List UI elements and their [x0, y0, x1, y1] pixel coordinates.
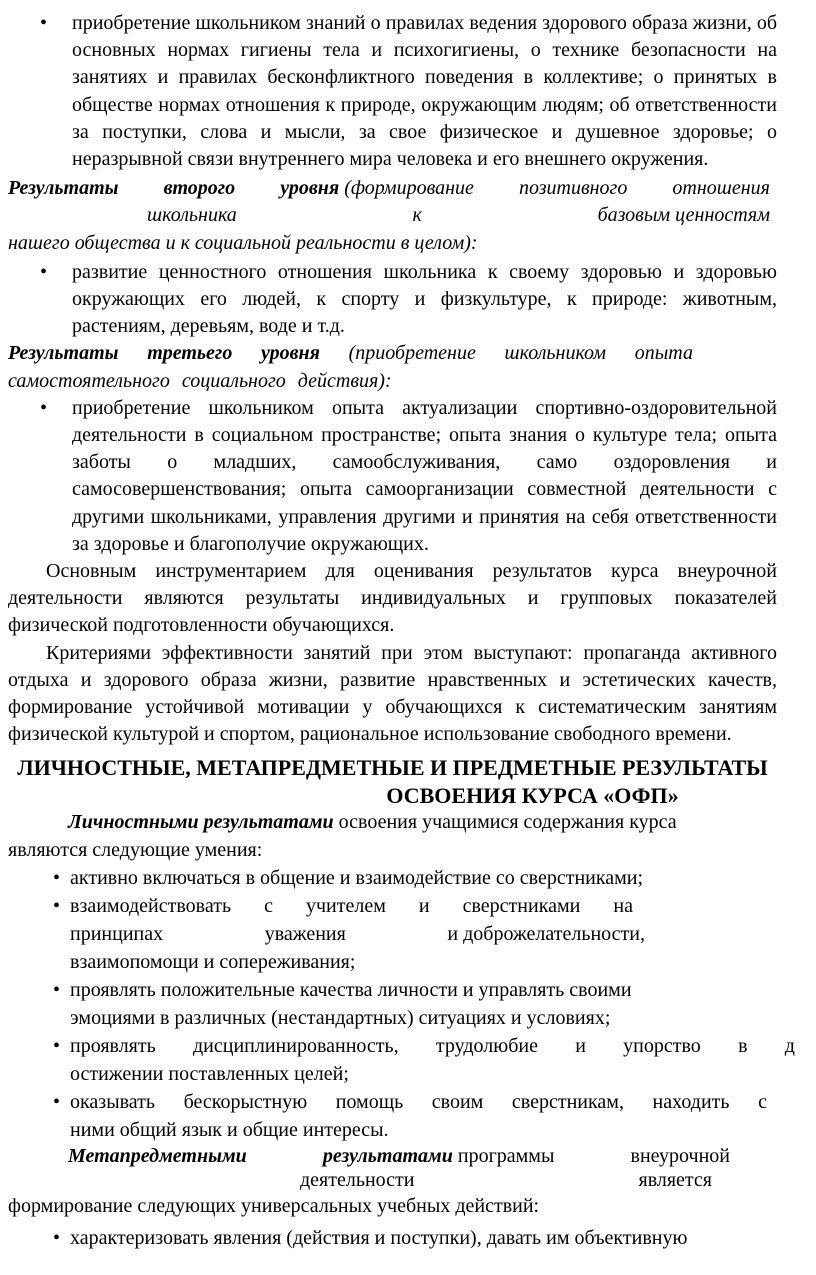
heading-word: третьего — [147, 342, 233, 365]
level3-list-item — [40, 395, 777, 558]
word: на — [613, 894, 633, 917]
word: внеурочной — [630, 1144, 730, 1167]
word: с — [264, 894, 273, 917]
skill-item-line: эмоциями в различных (нестандартных) ситуациях и условиях; — [70, 1006, 611, 1029]
intro-list-item — [40, 10, 777, 173]
word: упорство — [623, 1034, 701, 1057]
word: взаимодействовать — [70, 894, 232, 917]
results-level2-heading-line1 — [8, 175, 770, 202]
bullet-icon: • — [53, 978, 61, 1001]
results-level2-heading-line3: нашего общества и к социальной реальности в целом): — [8, 231, 478, 254]
heading-word: позитивного — [518, 177, 628, 200]
heading-word: уровня — [280, 177, 340, 200]
heading-word: уровня — [261, 342, 320, 365]
level3-list-item-text: приобретение школьником опыта актуализации спортивно-оздоровительной деятельности в социальном пространстве; опыта знания о культуре тела; опыта заботы о младших, самообслуживания, само оздоровления и самосовершенствования; опыта самоорганизации совместной деятельности с другими школьниками, управления другими и принятия на себя ответственности за здоровье и благополучие окружающих. — [72, 396, 777, 555]
heading-word: школьника — [147, 204, 237, 227]
bullet-icon: • — [40, 260, 48, 283]
main-heading-line2: ОСВОЕНИЯ КУРСА «ОФП» — [386, 782, 679, 808]
results-level2-heading-line2 — [147, 202, 770, 229]
word: с — [758, 1090, 767, 1113]
word: дисциплинированность, — [193, 1034, 399, 1057]
meta-results-term: Метапредметными — [68, 1144, 247, 1167]
heading-word: Результаты — [8, 177, 119, 200]
word: проявлять — [70, 1034, 156, 1057]
skill-item-line — [70, 920, 645, 948]
word: д — [784, 1034, 795, 1057]
meta-results-line1 — [68, 1144, 730, 1169]
word: является — [638, 1169, 712, 1192]
word: помощь — [335, 1090, 404, 1113]
personal-results-lead — [8, 809, 777, 836]
skill-list-item — [53, 1088, 777, 1144]
word: находить — [652, 1090, 730, 1113]
personal-results-line2: являются следующие умения: — [8, 838, 263, 861]
word: трудолюбие — [435, 1034, 538, 1057]
heading-word: (формирование — [339, 177, 474, 200]
meta-results-line2 — [300, 1168, 712, 1193]
skill-item-line: взаимопомощи и сопереживания; — [70, 950, 356, 973]
word: деятельности — [300, 1169, 415, 1192]
personal-results-rest: освоения учащимися содержания курса — [333, 811, 677, 834]
actions-item-text: характеризовать явления (действия и поступки), давать им объективную — [70, 1227, 688, 1250]
bullet-icon: • — [53, 866, 61, 889]
main-heading-line1: ЛИЧНОСТНЫЕ, МЕТАПРЕДМЕТНЫЕ И ПРЕДМЕТНЫЕ РЕЗУЛЬТАТЫ — [17, 755, 768, 781]
bullet-icon: • — [53, 1034, 61, 1057]
skill-item-line — [70, 1088, 767, 1116]
skill-list-item — [53, 892, 777, 976]
heading-word: базовым ценностям — [597, 204, 770, 227]
main-heading — [8, 754, 777, 809]
word: и — [418, 894, 430, 917]
skill-list-item — [53, 976, 777, 1032]
word: в — [738, 1034, 748, 1057]
word: программы — [452, 1144, 555, 1167]
heading-word: отношения — [672, 177, 770, 200]
bullet-icon: • — [40, 12, 48, 34]
word: бескорыстную — [183, 1090, 308, 1113]
level2-list-item-text: развитие ценностного отношения школьника к своему здоровью и здоровью окружающих его людей, к спорту и физкультуре, к природе: животным, растениям, деревьям, воде и т.д. — [72, 260, 777, 338]
skill-list-item — [53, 1032, 795, 1088]
meta-results-term: результатами — [322, 1144, 453, 1167]
meta-results-line3: формирование следующих универсальных учебных действий: — [8, 1194, 540, 1217]
paragraph-effectiveness-criteria: Критериями эффективности занятий при этом выступают: пропаганда активного отдыха и здорового образа жизни, развитие нравственных и эстетических качеств, формирование устойчивой мотивации у обучающихся к систематическим занятиям физической культурой и спортом, рациональное использование свободного времени. — [8, 641, 777, 746]
word: оказывать — [70, 1090, 156, 1113]
intro-list-item-text: приобретение школьником знаний о правилах ведения здорового образа жизни, об основных нормах гигиены тела и психогигиены, о технике безопасности на занятиях и правилах бесконфликтного поведения в коллективе; о принятых в обществе нормах отношения к природе, окружающим людям; об ответственности за поступки, слова и мысли, за свое физическое и душевное здоровье; о неразрывной связи внутреннего мира человека и его внешнего окружения. — [72, 12, 777, 171]
results-level3-heading-line2: самостоятельного социального действия): — [8, 369, 392, 392]
skill-item-line: проявлять положительные качества личности и управлять своими — [70, 978, 632, 1001]
level2-list-item — [40, 259, 777, 341]
meta-chunk — [323, 1144, 555, 1169]
skill-item-text: активно включаться в общение и взаимодействие со сверстниками; — [70, 866, 644, 889]
heading-word: (приобретение — [348, 342, 476, 365]
heading-word: Результаты — [8, 342, 119, 365]
bullet-icon: • — [40, 396, 48, 419]
bullet-icon: • — [53, 1090, 61, 1113]
word: уважения — [264, 922, 346, 945]
actions-list-item — [53, 1224, 777, 1252]
heading-word: опыта — [634, 342, 693, 365]
word: своим — [431, 1090, 484, 1113]
skill-item-line: ними общий язык и общие интересы. — [70, 1118, 389, 1141]
word: учителем — [305, 894, 386, 917]
heading-chunk — [280, 175, 474, 202]
word: сверстниками — [462, 894, 581, 917]
paragraph-assessment-tools: Основным инструментарием для оценивания результатов курса внеурочной деятельности являются результаты индивидуальных и групповых показателей физической подготовленности обучающихся. — [8, 560, 777, 637]
bullet-icon: • — [53, 1227, 61, 1250]
skill-item-line — [70, 892, 633, 920]
heading-word: второго — [163, 177, 236, 200]
word: и доброжелательности, — [447, 922, 645, 945]
word: и — [575, 1034, 586, 1057]
results-level3-heading-line1 — [8, 340, 693, 367]
word: сверстникам, — [511, 1090, 624, 1113]
bullet-icon: • — [53, 894, 61, 917]
skill-list-item — [53, 864, 777, 892]
heading-word: школьником — [504, 342, 607, 365]
skill-item-line: остижении поставленных целей; — [70, 1062, 349, 1085]
heading-word: к — [412, 204, 422, 227]
personal-results-term: Личностными результатами — [68, 811, 334, 834]
word: принципах — [70, 922, 164, 945]
skill-item-line — [70, 1032, 795, 1060]
